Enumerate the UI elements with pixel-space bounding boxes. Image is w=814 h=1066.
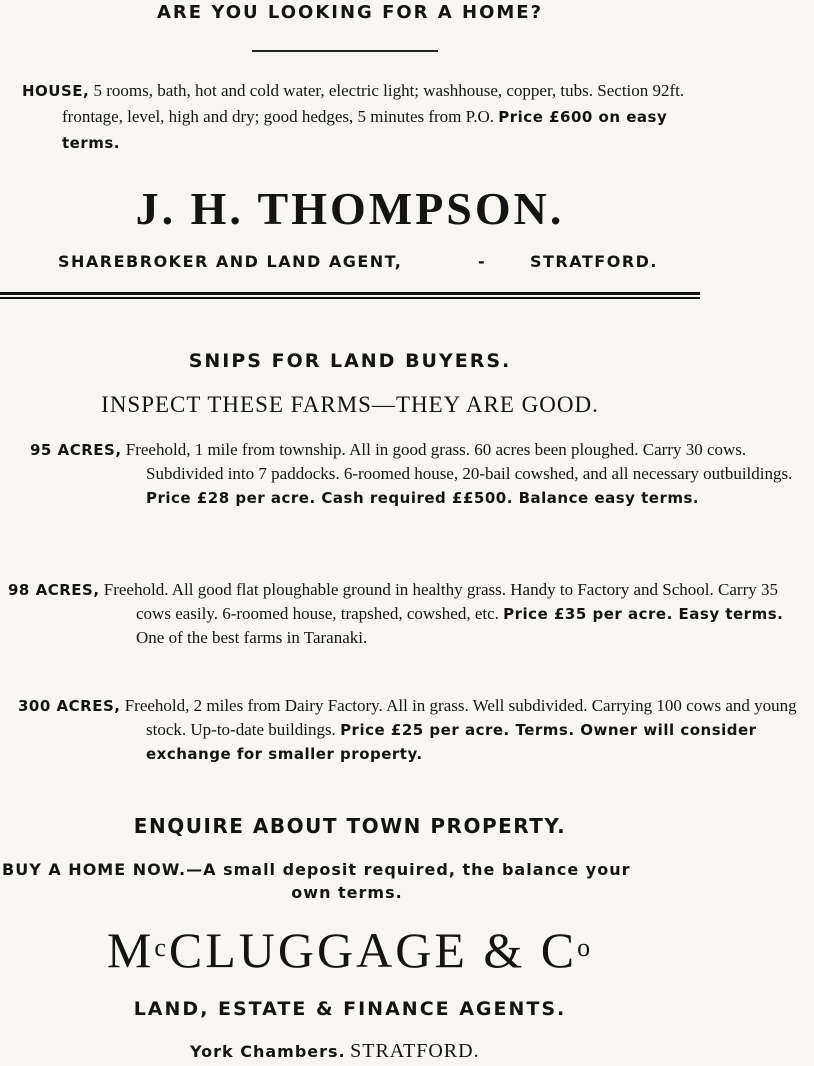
enquire-town-property: ENQUIRE ABOUT TOWN PROPERTY. <box>133 814 567 838</box>
short-divider <box>252 50 438 52</box>
listing-95-acres <box>30 438 802 510</box>
agent-town: STRATFORD. <box>529 252 658 271</box>
firm-mc: M <box>106 922 155 978</box>
listing-label: 98 ACRES, <box>8 581 100 599</box>
firm-sup: o <box>577 933 594 962</box>
listing-house <box>22 78 730 156</box>
listing-text: 5 rooms, bath, hot and cold water, electric light; washhouse, copper, tubs. Section 92ft. frontage, level, high and dry; good hedges, 5 minutes from P.O. <box>62 81 685 126</box>
agent-title: SHAREBROKER AND LAND AGENT, <box>58 252 403 271</box>
listing-98-acres <box>8 578 812 650</box>
buy-lead: BUY A HOME NOW.—A small deposit required, the balance your <box>2 860 631 879</box>
agent-line <box>58 252 658 271</box>
firm-mc-sup: c <box>154 933 169 962</box>
ad-heading-snips: SNIPS FOR LAND BUYERS. <box>188 350 512 372</box>
firm-rest: CLUGGAGE <box>168 922 468 978</box>
listing-text: Freehold, 1 mile from township. All in good grass. 60 acres been ploughed. Carry 30 cows. Subdivided into 7 paddocks. 6-roomed house, 20-bail cowshed, and all necessary outbuildings. <box>125 440 793 483</box>
listing-text: Freehold. All good flat ploughable ground in healthy grass. Handy to Factory and School. Carry 35 cows easily. 6-roomed house, trapshed, cowshed, etc. <box>103 580 778 623</box>
buy-cont: own terms. <box>291 883 403 902</box>
firm-address <box>190 1040 480 1063</box>
listing-300-acres <box>18 694 814 766</box>
address-building: York Chambers. <box>190 1042 346 1061</box>
listing-label: 95 ACRES, <box>30 441 122 459</box>
listing-label: 300 ACRES, <box>18 697 121 715</box>
listing-terms: Price £28 per acre. Cash required ££500. Balance easy terms. <box>146 489 700 507</box>
ad-heading-home: ARE YOU LOOKING FOR A HOME? <box>156 2 544 23</box>
ad-subheading: INSPECT THESE FARMS—THEY ARE GOOD. <box>101 392 599 417</box>
firm-amp: & C <box>483 922 578 978</box>
listing-label: HOUSE, <box>22 82 90 100</box>
listing-text: Freehold, 2 miles from Dairy Factory. All in grass. Well subdivided. Carrying 100 cows and young stock. Up-to-date buildings. <box>124 696 797 739</box>
buy-a-home <box>2 858 692 904</box>
firm-title: LAND, ESTATE & FINANCE AGENTS. <box>133 998 567 1020</box>
listing-tail: One of the best farms in Taranaki. <box>136 628 368 647</box>
address-town: STRATFORD. <box>350 1040 480 1062</box>
listing-terms: Price £35 per acre. Easy terms. <box>503 605 784 623</box>
agent-name: J. H. THOMPSON. <box>135 183 565 234</box>
agent-dash: - <box>478 252 487 271</box>
listing-price: Price £600 on easy terms. <box>62 108 668 152</box>
firm-name <box>0 922 700 978</box>
section-divider <box>0 292 700 299</box>
listing-terms: Price £25 per acre. Terms. Owner will consider exchange for smaller property. <box>146 721 757 763</box>
